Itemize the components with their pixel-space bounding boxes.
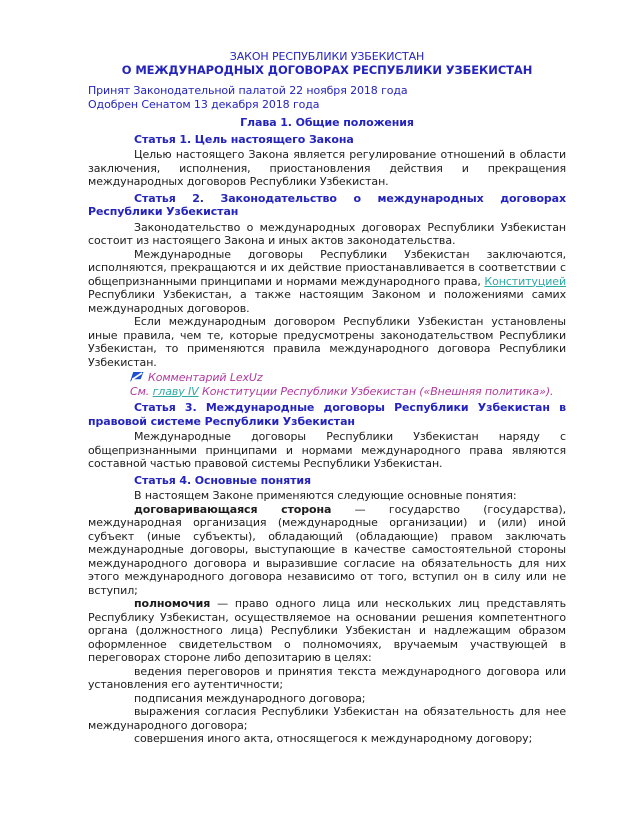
adoption-meta-block [88, 84, 566, 111]
definition-term-contracting-party: договаривающаяся сторона [134, 502, 332, 516]
powers-list-item-4: совершения иного акта, относящегося к международному договору; [134, 732, 533, 745]
lexuz-comment-row [88, 371, 566, 385]
article-1-heading: Статья 1. Цель настоящего Закона [134, 132, 354, 146]
article-2-paragraph-2 [88, 248, 566, 316]
constitution-link[interactable]: Конституцией [484, 274, 566, 288]
powers-list-item-3: выражения согласия Республики Узбекистан на обязательность для нее международного договора; [88, 705, 566, 732]
adopted-by-chamber-line: Принят Законодательной палатой 22 ноября 2018 года [88, 84, 408, 97]
lexuz-flag-icon [130, 372, 144, 382]
article-3-heading: Статья 3. Международные договоры Республики Узбекистан в правовой системе Республики Узбекистан [88, 401, 566, 428]
chapter-1-heading: Глава 1. Общие положения [240, 116, 414, 129]
definition-contracting-party [88, 503, 566, 598]
powers-list-item-2: подписания международного договора; [134, 691, 366, 705]
article-2-paragraph-1: Законодательство о международных договорах Республики Узбекистан состоит из настоящего Закона и иных актов законодательства. [88, 220, 566, 247]
article-3-paragraph-1: Международные договоры Республики Узбекистан наряду с общепризнанными принципами и нормами международного права являются составной частью правовой системы Республики Узбекистан. [88, 430, 566, 470]
definition-body-contracting-party: — государство (государства), международная организация (международные организации) и (или) иной субъект (иные субъекты), обладающий (обладающие) правом заключать международные договоры, выступающие в качестве самостоятельной стороны международного договора и выразившие согласие на обязательность для них этого международного договора независимо от того, вступил он в силу или не вступил; [88, 502, 566, 597]
article-4-intro: В настоящем Законе применяются следующие основные понятия: [134, 489, 517, 502]
paragraph-text-before-link: Международные договоры Республики Узбекистан заключаются, исполняются, прекращаются и их действие приостанавливается в соответствии с общепризнанными принципами и нормами международного права, [88, 247, 566, 288]
article-2-paragraph-3: Если международным договором Республики Узбекистан установлены иные правила, чем те, которые предусмотрены законодательством Республики Узбекистан, то применяются правила международного договора Республики Узбекистан. [88, 315, 566, 369]
powers-list-item-1: ведения переговоров и принятия текста международного договора или установления его аутентичности; [88, 664, 566, 691]
paragraph-text-after-link: Республики Узбекистан, а также настоящим Законом и положениями самих международных договоров. [88, 288, 566, 315]
comment-ref-text-after: Конституции Республики Узбекистан («Внешняя политика»). [198, 384, 554, 398]
definition-term-powers: полномочия [134, 597, 211, 610]
law-title-line2: О МЕЖДУНАРОДНЫХ ДОГОВОРАХ РЕСПУБЛИКИ УЗБЕКИСТАН [121, 62, 533, 77]
definition-powers [88, 597, 566, 665]
article-4-heading: Статья 4. Основные понятия [134, 473, 311, 487]
comment-ref-text-before: См. [130, 384, 153, 398]
article-2-heading: Статья 2. Законодательство о международных договорах Республики Узбекистан [88, 191, 566, 218]
approved-by-senate-line: Одобрен Сенатом 13 декабря 2018 года [88, 97, 320, 111]
chapter-iv-link[interactable]: главу IV [152, 384, 199, 398]
comment-label: Комментарий LexUz [148, 371, 263, 384]
law-title-line1: ЗАКОН РЕСПУБЛИКИ УЗБЕКИСТАН [229, 50, 425, 63]
article-1-paragraph-1: Целью настоящего Закона является регулирование отношений в области заключения, исполнения, приостановления действия и прекращения международных договоров Республики Узбекистан. [88, 148, 566, 188]
definition-body-powers: — право одного лица или нескольких лиц представлять Республику Узбекистан, осуществляемое на основании решения компетентного органа (должностного лица) Республики Узбекистан и надлежащим образом оформленное свидетельством о полномочиях, вручаемым участвующей в переговорах стороне либо депозитарию в целях: [88, 597, 566, 664]
comment-reference-row [88, 385, 566, 399]
